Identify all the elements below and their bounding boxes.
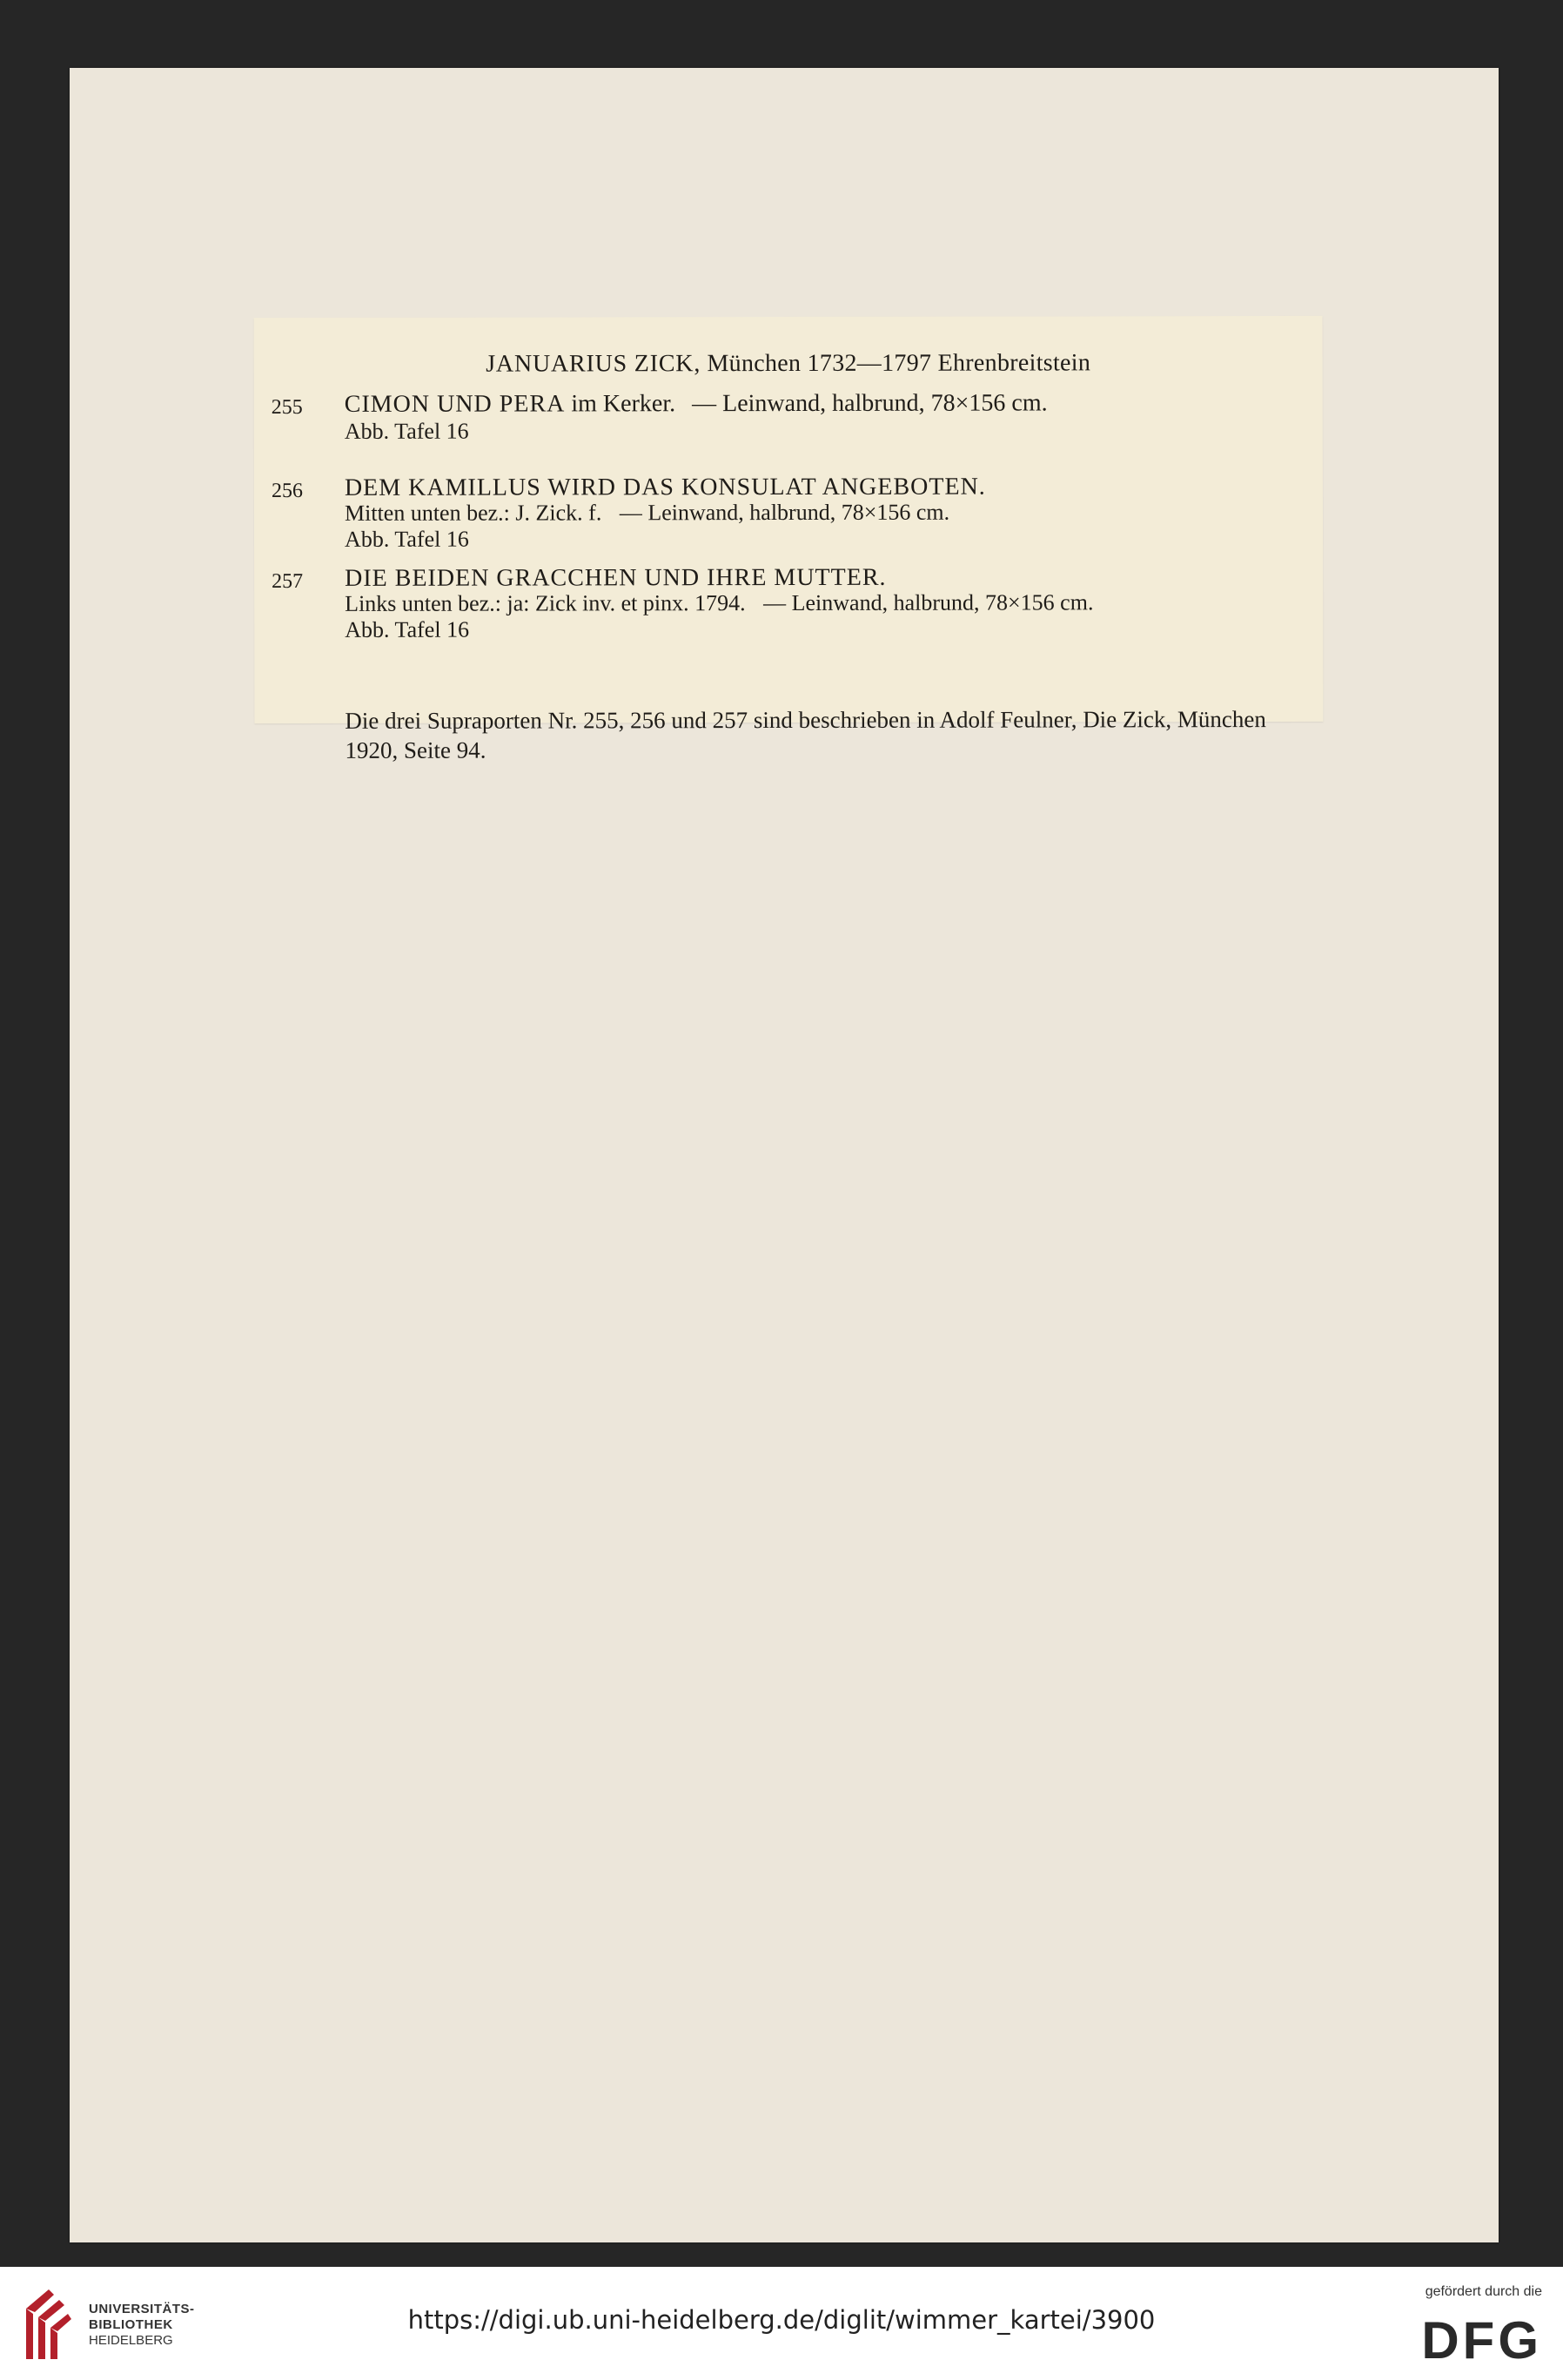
index-card-slip (254, 316, 1324, 763)
entry-title: DIE BEIDEN GRACCHEN UND IHRE MUTTER. (345, 563, 887, 592)
entry-inscription: Mitten unten bez.: J. Zick. f. (344, 500, 602, 526)
entry-title-suffix: im Kerker. (571, 390, 676, 418)
entry-medium: — Leinwand, halbrund, 78×156 cm. (763, 589, 1094, 616)
entry-inscription-line (345, 589, 1323, 617)
dfg-logo: DFG (1421, 2311, 1542, 2370)
viewer-footer (0, 2267, 1563, 2380)
entry-inscription-line (345, 499, 1323, 527)
entry-title: CIMON UND PERA (344, 390, 566, 418)
entry-plate: Abb. Tafel 16 (345, 616, 470, 642)
entry-plate: Abb. Tafel 16 (344, 418, 469, 444)
artist-name: JANUARIUS ZICK, (486, 350, 701, 378)
entry-title: DEM KAMILLUS WIRD DAS KONSULAT ANGEBOTEN. (344, 473, 986, 501)
entry-number: 255 (271, 395, 303, 420)
entry-title-line (345, 389, 1323, 419)
entry-number: 257 (272, 569, 304, 594)
entry-inscription: Links unten bez.: ja: Zick inv. et pinx. 1794. (345, 590, 746, 616)
entry-medium: — Leinwand, halbrund, 78×156 cm. (692, 389, 1048, 418)
catalog-entry (254, 473, 1323, 552)
card-note: Die drei Supraporten Nr. 255, 256 und 257 sind beschrieben in Adolf Feulner, Die Zick, München 1920, Seite 94. (345, 706, 1266, 763)
catalog-entry (254, 563, 1323, 642)
entry-plate: Abb. Tafel 16 (345, 526, 469, 552)
card-heading (254, 349, 1323, 379)
entry-medium: — Leinwand, halbrund, 78×156 cm. (619, 499, 950, 526)
catalog-entry (254, 389, 1323, 444)
university-library-name: UNIVERSITÄTS- BIBLIOTHEK HEIDELBERG (89, 2302, 195, 2348)
permalink-url[interactable]: https://digi.ub.uni-heidelberg.de/diglit/wimmer_kartei/3900 (407, 2305, 1156, 2335)
funder-label: gefördert durch die (1425, 2284, 1542, 2299)
card-page (70, 68, 1499, 2242)
artist-dates: München 1732—1797 Ehrenbreitstein (707, 349, 1091, 378)
entry-number: 256 (271, 479, 303, 503)
